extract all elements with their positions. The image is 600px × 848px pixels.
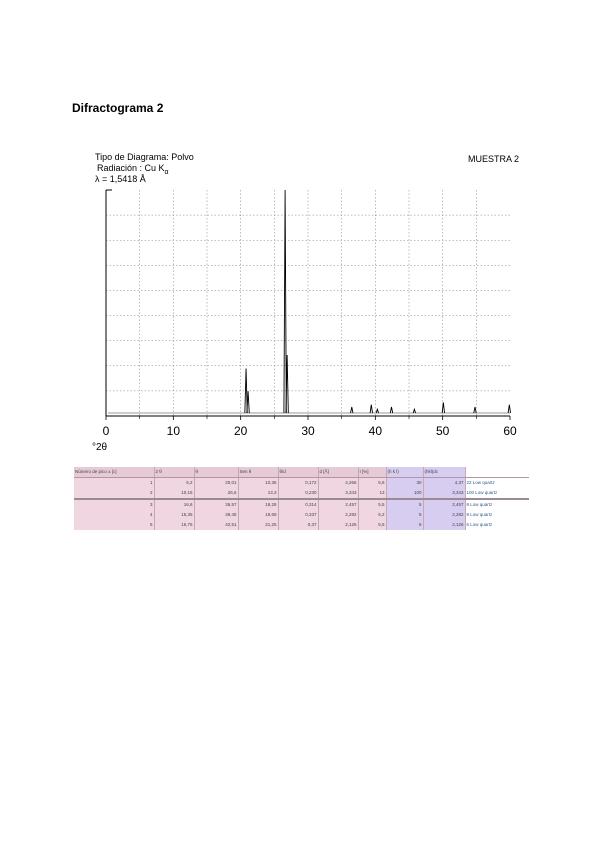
wavelength-label: λ = 1,5418 Å [95, 174, 146, 184]
table-header-row [74, 467, 529, 478]
diffraction-peak [413, 409, 415, 413]
table-cell: 2 [74, 488, 154, 499]
table-cell: 3,343 [423, 488, 465, 499]
table-cell: 16,75 [154, 520, 194, 530]
diffraction-peak [284, 190, 286, 413]
table-cell: 36,57 [194, 499, 238, 510]
diffraction-peak [474, 407, 476, 413]
table-cell: 6 Low quartz [465, 520, 529, 530]
table-header-cell: (h k l) [386, 467, 423, 478]
table-header-cell: (hkl)dc [423, 467, 465, 478]
table-row [74, 488, 529, 499]
table-cell: 1 [74, 478, 154, 489]
sample-label: MUESTRA 2 [468, 154, 520, 164]
table-cell: 4 [74, 510, 154, 520]
table-cell: 0,172 [278, 478, 318, 489]
peaks-table-wrap [74, 467, 529, 530]
table-cell: 15,35 [154, 510, 194, 520]
table-cell: 5,5 [358, 520, 386, 530]
table-cell: 20,01 [194, 478, 238, 489]
table-header-cell [465, 467, 529, 478]
radiation-subscript: α [164, 168, 169, 176]
table-cell: 0,37 [278, 520, 318, 530]
x-tick-label: 0 [102, 424, 110, 438]
table-row [74, 520, 529, 530]
diffraction-peak [508, 405, 510, 413]
table-cell: 100 [386, 488, 423, 499]
table-header-cell: 2 θ [154, 467, 194, 478]
table-cell: 21,25 [238, 520, 278, 530]
table-header-cell: θ [194, 467, 238, 478]
table-row [74, 478, 529, 489]
table-cell: 10,36 [238, 478, 278, 489]
table-cell: 26,6 [194, 488, 238, 499]
table-cell: 3 [74, 499, 154, 510]
table-cell: 19,69 [238, 510, 278, 520]
table-cell: 5,2 [358, 510, 386, 520]
table-cell: 100 Low quartz [465, 488, 529, 499]
table-cell: 2,282 [318, 510, 358, 520]
x-tick-label: 30 [301, 424, 315, 438]
x-tick-label: 20 [233, 424, 248, 438]
table-header-cell: d [Å] [318, 467, 358, 478]
radiation-text: Radiación : Cu K [97, 163, 165, 173]
diffractogram-chart [88, 150, 524, 456]
diffractogram-figure [88, 150, 524, 456]
table-header-cell: I [%] [358, 467, 386, 478]
table-header-cell: Sen θ [238, 467, 278, 478]
table-cell: 8 Low quartz [465, 499, 529, 510]
table-cell: 5 [386, 499, 423, 510]
table-cell: 2,457 [318, 499, 358, 510]
diffraction-peak [376, 409, 378, 413]
diffraction-peak [370, 405, 372, 413]
table-cell: 10,15 [154, 488, 194, 499]
table-cell: 13,3 [238, 488, 278, 499]
table-cell: 6 [386, 520, 423, 530]
table-cell: 5 [386, 510, 423, 520]
x-tick-label: 50 [435, 424, 450, 438]
table-cell: 2,457 [423, 499, 465, 510]
table-cell: 30 [386, 478, 423, 489]
peaks-table [74, 467, 529, 530]
x-tick-label: 10 [166, 424, 181, 438]
x-tick-label: 40 [368, 424, 383, 438]
table-cell: 5,5 [358, 499, 386, 510]
table-cell: 13 [358, 488, 386, 499]
table-cell: 2,126 [423, 520, 465, 530]
table-cell: 4,266 [318, 478, 358, 489]
table-cell: 42,51 [194, 520, 238, 530]
x-tick-label: 60 [503, 424, 517, 438]
table-header-cell: θ/d [278, 467, 318, 478]
table-row [74, 499, 529, 510]
diffraction-peak [247, 391, 249, 413]
table-cell: 0,337 [278, 510, 318, 520]
table-cell: 2,282 [423, 510, 465, 520]
table-cell: 0,314 [278, 499, 318, 510]
table-cell: 39,45 [194, 510, 238, 520]
table-header-cell: Número de pico ± [c] [74, 467, 154, 478]
table-cell: 4,37 [423, 478, 465, 489]
table-cell: 2,126 [318, 520, 358, 530]
diffraction-peak [390, 407, 392, 413]
table-cell: 5 [74, 520, 154, 530]
table-row [74, 510, 529, 520]
table-cell: 18,28 [238, 499, 278, 510]
table-cell: 8 Low quartz [465, 510, 529, 520]
table-cell: 5,6 [358, 478, 386, 489]
page-heading: Difractograma 2 [72, 101, 164, 115]
table-cell: 16,6 [154, 499, 194, 510]
table-cell: 0,230 [278, 488, 318, 499]
table-cell: 3,343 [318, 488, 358, 499]
table-cell: 5,2 [154, 478, 194, 489]
diagram-type-label: Tipo de Diagrama: Polvo [95, 152, 194, 162]
x-axis-label: °2θ [92, 442, 108, 453]
table-cell: 22 Low quartz [465, 478, 529, 489]
diffraction-peak [351, 407, 353, 413]
